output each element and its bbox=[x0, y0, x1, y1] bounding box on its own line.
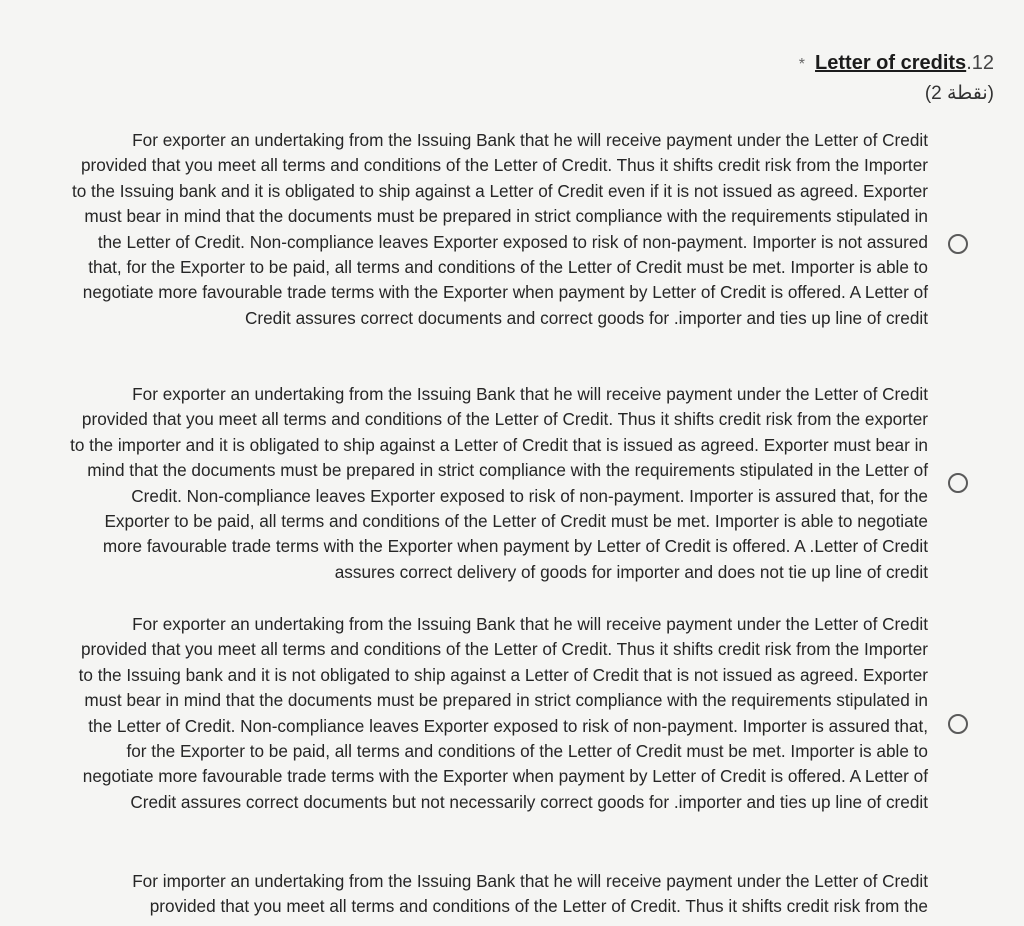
question-points: (2 نقطة) bbox=[924, 83, 994, 104]
radio-button[interactable] bbox=[948, 473, 968, 493]
question-number: .12 bbox=[966, 52, 994, 74]
radio-button[interactable] bbox=[948, 714, 968, 734]
question-header bbox=[799, 50, 994, 108]
radio-button[interactable] bbox=[948, 234, 968, 254]
question-title: Letter of credits bbox=[815, 52, 967, 74]
required-marker: * bbox=[798, 56, 806, 73]
option-text: For importer an undertaking from the Issuing Bank that he will receive payment under the Letter of Credit provided that you meet all terms and conditions of the Letter of Credit. Thus it shifts credit risk from the bbox=[132, 871, 928, 917]
option-text: For exporter an undertaking from the Issuing Bank that he will receive payment under the Letter of Credit provided that you meet all terms and conditions of the Letter of Credit. Thus it shifts credit risk from the Importer to the Issuing bank and it is not obligated to ship against a Letter of Credit that is not issued as agreed. Exporter must bear in mind that the documents must be prepared in strict compliance with the requirements stipulated in the Letter of Credit. Non-compliance leaves Exporter exposed to risk of non-payment. Importer is assured that, for the Exporter to be paid, all terms and conditions of the Letter of Credit must be met. Importer is able to negotiate more favourable trade terms with the Exporter when payment by Letter of Credit is offered. A Letter of Credit assures correct documents but not necessarily correct goods for .importer and ties up line of credit bbox=[78, 614, 928, 812]
option-text: For exporter an undertaking from the Issuing Bank that he will receive payment under the Letter of Credit provided that you meet all terms and conditions of the Letter of Credit. Thus it shifts credit risk from the Importer to the Issuing bank and it is obligated to ship against a Letter of Credit even if it is not issued as agreed. Exporter must bear in mind that the documents must be prepared in strict compliance with the requirements stipulated in the Letter of Credit. Non-compliance leaves Exporter exposed to risk of non-payment. Importer is not assured that, for the Exporter to be paid, all terms and conditions of the Letter of Credit must be met. Importer is able to negotiate more favourable trade terms with the Exporter when payment by Letter of Credit is offered. A Letter of Credit assures correct documents and correct goods for .importer and ties up line of credit bbox=[71, 130, 928, 328]
question-title-line bbox=[799, 50, 994, 78]
option-text: For exporter an undertaking from the Issuing Bank that he will receive payment under the Letter of Credit provided that you meet all terms and conditions of the Letter of Credit. Thus it shifts credit risk from the exporter to the importer and it is obligated to ship against a Letter of Credit that is issued as agreed. Exporter must bear in mind that the documents must be prepared in strict compliance with the requirements stipulated in the Letter of Credit. Non-compliance leaves Exporter exposed to risk of non-payment. Importer is assured that, for the Exporter to be paid, all terms and conditions of the Letter of Credit must be met. Importer is able to negotiate more favourable trade terms with the Exporter when payment by Letter of Credit is offered. A .Letter of Credit assures correct delivery of goods for importer and does not tie up line of credit bbox=[70, 384, 928, 582]
